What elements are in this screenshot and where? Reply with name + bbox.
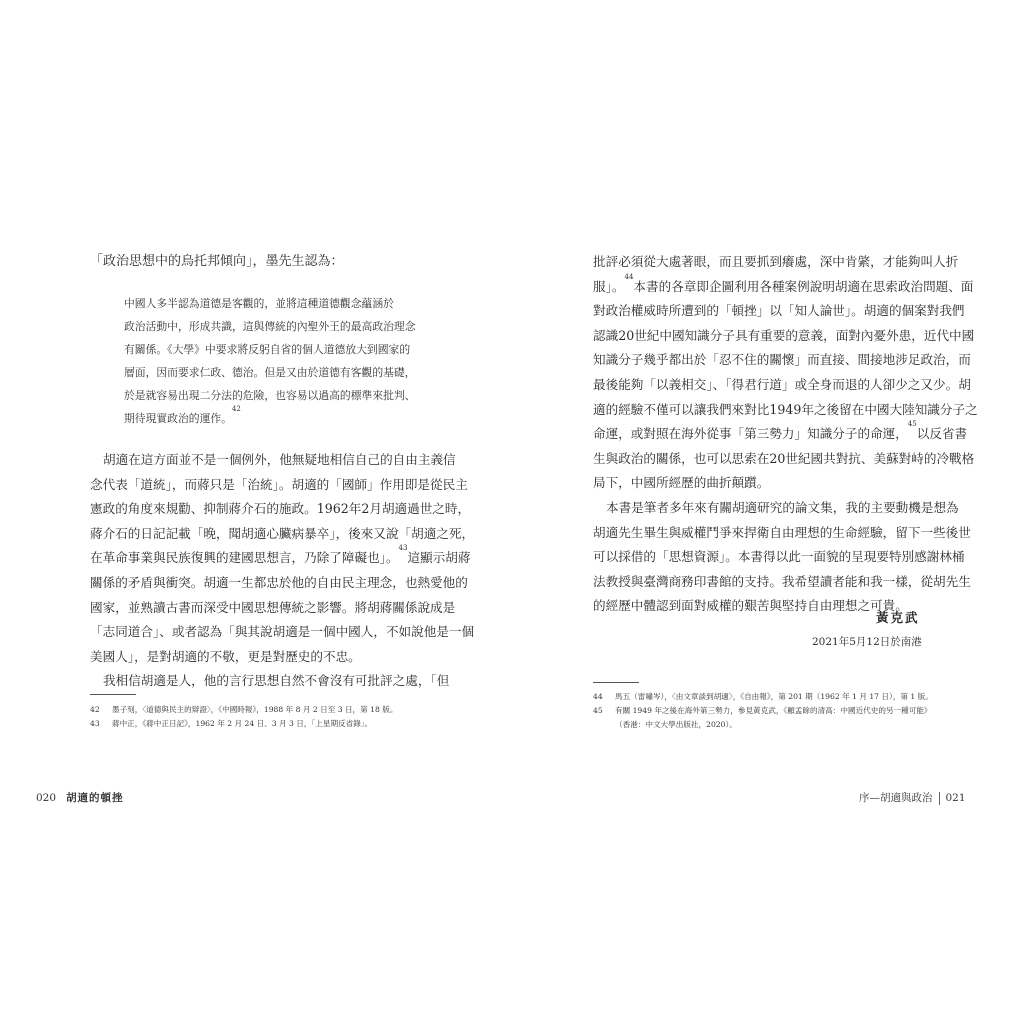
running-title: 序—胡適與政治: [859, 792, 933, 804]
footnote-42: [90, 703, 397, 717]
text-line: 美國人」，是對胡適的不敬，更是對歷史的不忠。: [90, 648, 361, 664]
author-signature: 黃克武: [876, 610, 920, 625]
text-line: 的經歷中體認到面對威權的艱苦與堅持自由理想之可貴。: [593, 598, 908, 614]
footnote-45: [593, 704, 933, 718]
footer-right: [859, 790, 966, 805]
text-line: 可以採借的「思想資源」。本書得以此一面貌的呈現要特別感謝林桶: [593, 549, 965, 565]
text-segment: 本書的各章即企圖利用各種案例說明胡適在思索政治問題、面: [633, 278, 974, 294]
text-line: 念代表「道統」，而蔣只是「治統」。胡適的「國師」作用即是從民主: [90, 476, 468, 492]
footer-divider: [939, 792, 940, 805]
footnote-number: 42: [90, 705, 100, 714]
text-line: 本書是筆者多年來有關胡適研究的論文集，我的主要動機是想為: [606, 499, 959, 515]
quote-line: 期待現實政治的運作。: [124, 412, 232, 425]
quote-line: 中國人多半認為道德是客觀的，並將這種道德觀念蘊涵於: [124, 297, 394, 310]
text-segment: 以反省書: [916, 426, 968, 442]
page-number: 020: [36, 792, 57, 804]
text-segment: 命運，或對照在海外從事「第三勢力」知識分子的命運，: [593, 426, 908, 442]
text-line: [593, 420, 968, 447]
footnote-rule: [593, 682, 639, 683]
footnote-text: 有關 1949 年之後在海外第三勢力，參見黃克武，《顧孟餘的清高：中國近代史的另一種可能》: [615, 706, 932, 715]
footnote-44: [593, 690, 933, 704]
date-line: 2021年5月12日於南港: [812, 636, 922, 648]
text-line: 胡適先生畢生與威權鬥爭來捍衛自由理想的生命經驗，留下一些後世: [593, 524, 971, 540]
quote-line-last: [124, 407, 436, 430]
footnote-number: 45: [593, 706, 603, 715]
text-line: 蔣介石的日記記載「晚，聞胡適心臟病暴卒」，後來又說「胡適之死，: [90, 525, 475, 541]
quote-line: 政治活動中，形成共識，這與傳統的內聖外王的最高政治理念: [124, 320, 416, 333]
text-line: 關係的矛盾與衝突。胡適一生都忠於他的自由民主理念，也熱愛他的: [90, 574, 468, 590]
text-line: 我相信胡適是人，他的言行思想自然不會沒有可批評之處，「但: [103, 673, 450, 689]
footnote-43: [90, 717, 397, 731]
footnote-text: 蔣中正，《蔣中正日記》，1962 年 2 月 24 日、3 月 3 日，「上星期反省錄」。: [112, 719, 373, 728]
footnote-number: 44: [593, 692, 603, 701]
footnote-ref-43: 43: [398, 544, 408, 553]
footnote-ref-45: 45: [907, 420, 917, 429]
footnote-ref-42: 42: [231, 405, 241, 413]
text-segment: 這顯示胡蔣: [407, 550, 471, 566]
footnotes-right: [593, 690, 933, 732]
block-quote: [124, 292, 436, 430]
text-line: [593, 272, 974, 300]
footnotes-left: [90, 703, 397, 731]
paragraph-book-intro: [593, 250, 978, 619]
text-line: 批評必須從大處著眼，而且要抓到癢處，深中肯綮，才能夠叫人折: [593, 254, 959, 269]
text-line: 胡適在這方面並不是一個例外，他無疑地相信自己的自由主義信: [103, 452, 456, 467]
text-line: 國家，並熟讀古書而深受中國思想傳統之影響。將胡蔣關係說成是: [90, 599, 456, 615]
footnote-text: 墨子刻，〈道德與民主的辯證〉，《中國時報》，1988 年 8 月 2 日至 3 日，第 18 版。: [112, 705, 398, 714]
page-number: 021: [945, 792, 966, 804]
paragraph-hu-shi: [90, 448, 475, 694]
footnote-text: 馬五（雷嘯岑），〈由文章談到胡適〉，《自由報》，第 201 期（1962 年 1 月 17 日），第 1 版。: [615, 692, 933, 701]
text-segment: 在革命事業與民族復興的建國思想言，乃除了障礙也」。: [90, 550, 399, 566]
text-segment: 服」。: [593, 278, 625, 294]
text-line: 「志同道合」、或者認為「與其說胡適是一個中國人，不如說他是一個: [90, 624, 475, 640]
text-line: [90, 544, 471, 571]
right-page: [512, 0, 1024, 1024]
text-line: 適的經驗不僅可以讓我們來對比1949年之後留在中國大陸知識分子之: [593, 401, 978, 417]
running-title: 胡適的頓挫: [66, 792, 124, 804]
text-line: 局下，中國所經歷的曲折顛躓。: [593, 475, 770, 491]
text-line: 法教授與臺灣商務印書館的支持。我希望讀者能和我一樣，從胡先生: [593, 573, 971, 589]
quote-line: 層面，因而要求仁政、德治。但是又由於道德有客觀的基礎，: [124, 366, 416, 379]
footnote-rule: [90, 694, 136, 695]
quote-line: 有關係。《大學》中要求將反躬自省的個人道德放大到國家的: [124, 343, 411, 356]
text-line: 憲政的角度來規勸、抑制蔣介石的施政。1962年2月胡適過世之時，: [90, 501, 471, 517]
footnote-45-continuation: （香港：中文大學出版社，2020）。: [615, 720, 737, 729]
footer-left: [36, 790, 124, 805]
text-line: 認識20世紀中國知識分子具有重要的意義，面對內憂外患，近代中國: [593, 327, 975, 343]
footnote-number: 43: [90, 719, 100, 728]
quote-line: 於是就容易出現二分法的危險，也容易以過高的標準來批判、: [124, 389, 416, 402]
footnote-ref-44: 44: [624, 272, 634, 281]
lead-line: 「政治思想中的烏托邦傾向」，墨先生認為：: [90, 254, 344, 269]
text-line: 生與政治的關係，也可以思索在20世紀國共對抗、美蘇對峙的冷戰格: [593, 450, 975, 466]
text-line: 對政治權威時所遭到的「頓挫」以「知人論世」。胡適的個案對我們: [593, 303, 965, 319]
text-line: 知識分子幾乎都出於「忍不住的關懷」而直接、間接地涉足政治，而: [593, 352, 971, 368]
text-line: 最後能夠「以義相交」、「得君行道」或全身而退的人卻少之又少。胡: [593, 376, 971, 392]
